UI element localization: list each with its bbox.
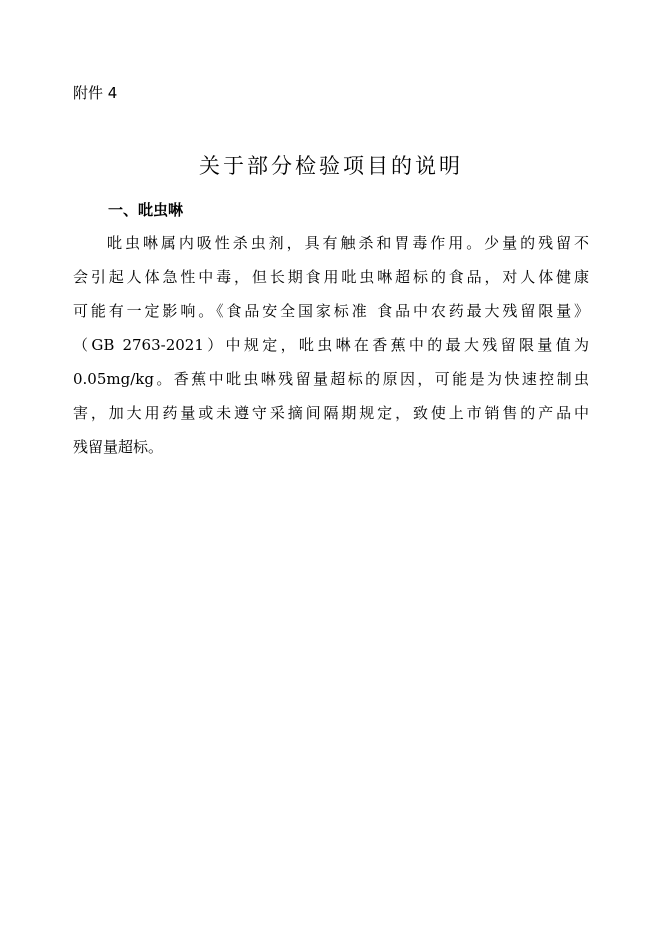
- section-heading: 一、吡虫啉: [108, 201, 184, 219]
- paragraph-line: 吡虫啉属内吸性杀虫剂，具有触杀和胃毒作用。少量的残留不: [107, 234, 589, 252]
- paragraph-line: 残留量超标。: [73, 438, 164, 456]
- section-body: [73, 233, 589, 471]
- document-title: 关于部分检验项目的说明: [199, 154, 463, 178]
- paragraph-line: 可能有一定影响。《食品安全国家标准 食品中农药最大残留限量》: [73, 302, 589, 320]
- paragraph-line: 会引起人体急性中毒，但长期食用吡虫啉超标的食品，对人体健康: [73, 268, 589, 286]
- attachment-label: 附件 4: [73, 84, 118, 102]
- paragraph-line: 害，加大用药量或未遵守采摘间隔期规定，致使上市销售的产品中: [73, 404, 589, 422]
- paragraph-line: 0.05mg/kg。香蕉中吡虫啉残留量超标的原因，可能是为快速控制虫: [73, 370, 589, 388]
- paragraph-line: （GB 2763-2021）中规定，吡虫啉在香蕉中的最大残留限量值为: [73, 336, 589, 354]
